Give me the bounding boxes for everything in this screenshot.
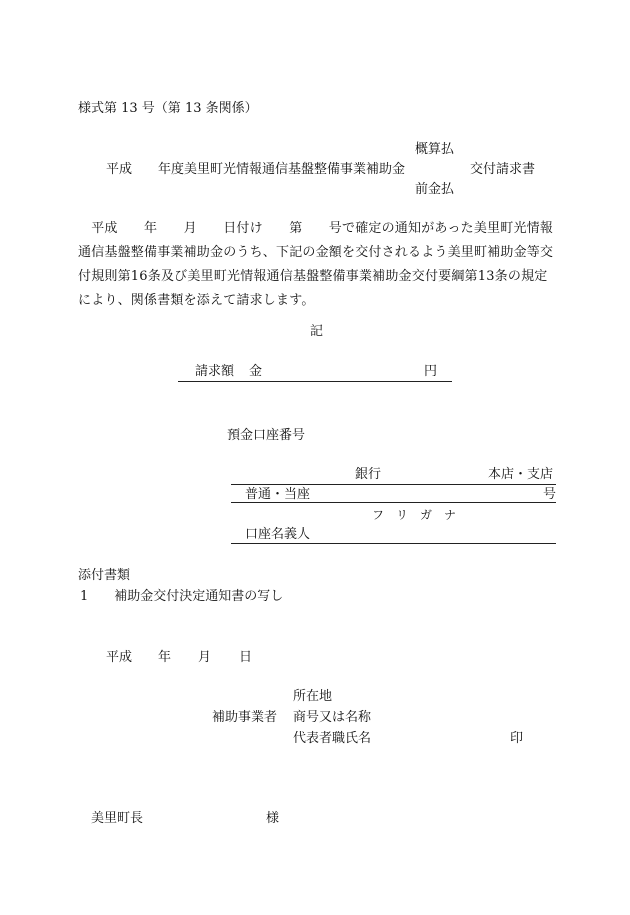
holder-label: 口座名義人 bbox=[245, 527, 311, 542]
account-underline bbox=[231, 502, 556, 503]
date-month: 月 bbox=[198, 650, 212, 665]
furigana-label: フ リ ガ ナ bbox=[372, 508, 457, 522]
title-main: 年度美里町光情報通信基盤整備事業補助金 bbox=[158, 162, 406, 177]
attachments-heading: 添付書類 bbox=[78, 568, 131, 583]
seal-mark: 印 bbox=[510, 731, 524, 746]
bank-underline bbox=[231, 484, 556, 485]
bank-label: 銀行 bbox=[355, 467, 382, 482]
company-label: 商号又は名称 bbox=[293, 710, 372, 725]
body-paragraph: 平成 年 月 日付け 第 号で確定の通知があった美里町光情報通信基盤整備事業補助金のうち、下記の金額を交付されるよう美里町補助金等交付規則第16条及び美里町光情報通信基盤整備事業補助金交付要綱第13条の規定により、関係書類を添えて請求します。 bbox=[78, 221, 554, 308]
branch-label: 本店・支店 bbox=[488, 467, 554, 482]
claim-label: 請求額 bbox=[195, 364, 235, 379]
representative-label: 代表者職氏名 bbox=[293, 731, 372, 746]
claim-underline bbox=[178, 381, 452, 382]
addressee-name: 美里町長 bbox=[91, 811, 144, 826]
title-suffix: 交付請求書 bbox=[470, 162, 536, 177]
account-number-label: 号 bbox=[543, 487, 557, 502]
title-era: 平成 bbox=[106, 162, 133, 177]
bank-heading: 預金口座番号 bbox=[227, 428, 306, 443]
title-option-top: 概算払 bbox=[415, 142, 455, 157]
attachment-item: 1 補助金交付決定通知書の写し bbox=[80, 589, 284, 604]
address-label: 所在地 bbox=[293, 689, 333, 704]
date-era: 平成 bbox=[106, 650, 133, 665]
date-day: 日 bbox=[239, 650, 253, 665]
holder-underline bbox=[231, 543, 556, 544]
date-year: 年 bbox=[158, 650, 172, 665]
ki-heading: 記 bbox=[310, 324, 324, 339]
account-type: 普通・当座 bbox=[245, 487, 311, 502]
form-label: 様式第 13 号（第 13 条関係） bbox=[78, 101, 258, 116]
title-option-bottom: 前金払 bbox=[415, 182, 455, 197]
claim-unit: 円 bbox=[424, 364, 438, 379]
claim-prefix: 金 bbox=[249, 364, 263, 379]
addressee-honorific: 様 bbox=[266, 811, 280, 826]
applicant-role: 補助事業者 bbox=[212, 710, 278, 725]
